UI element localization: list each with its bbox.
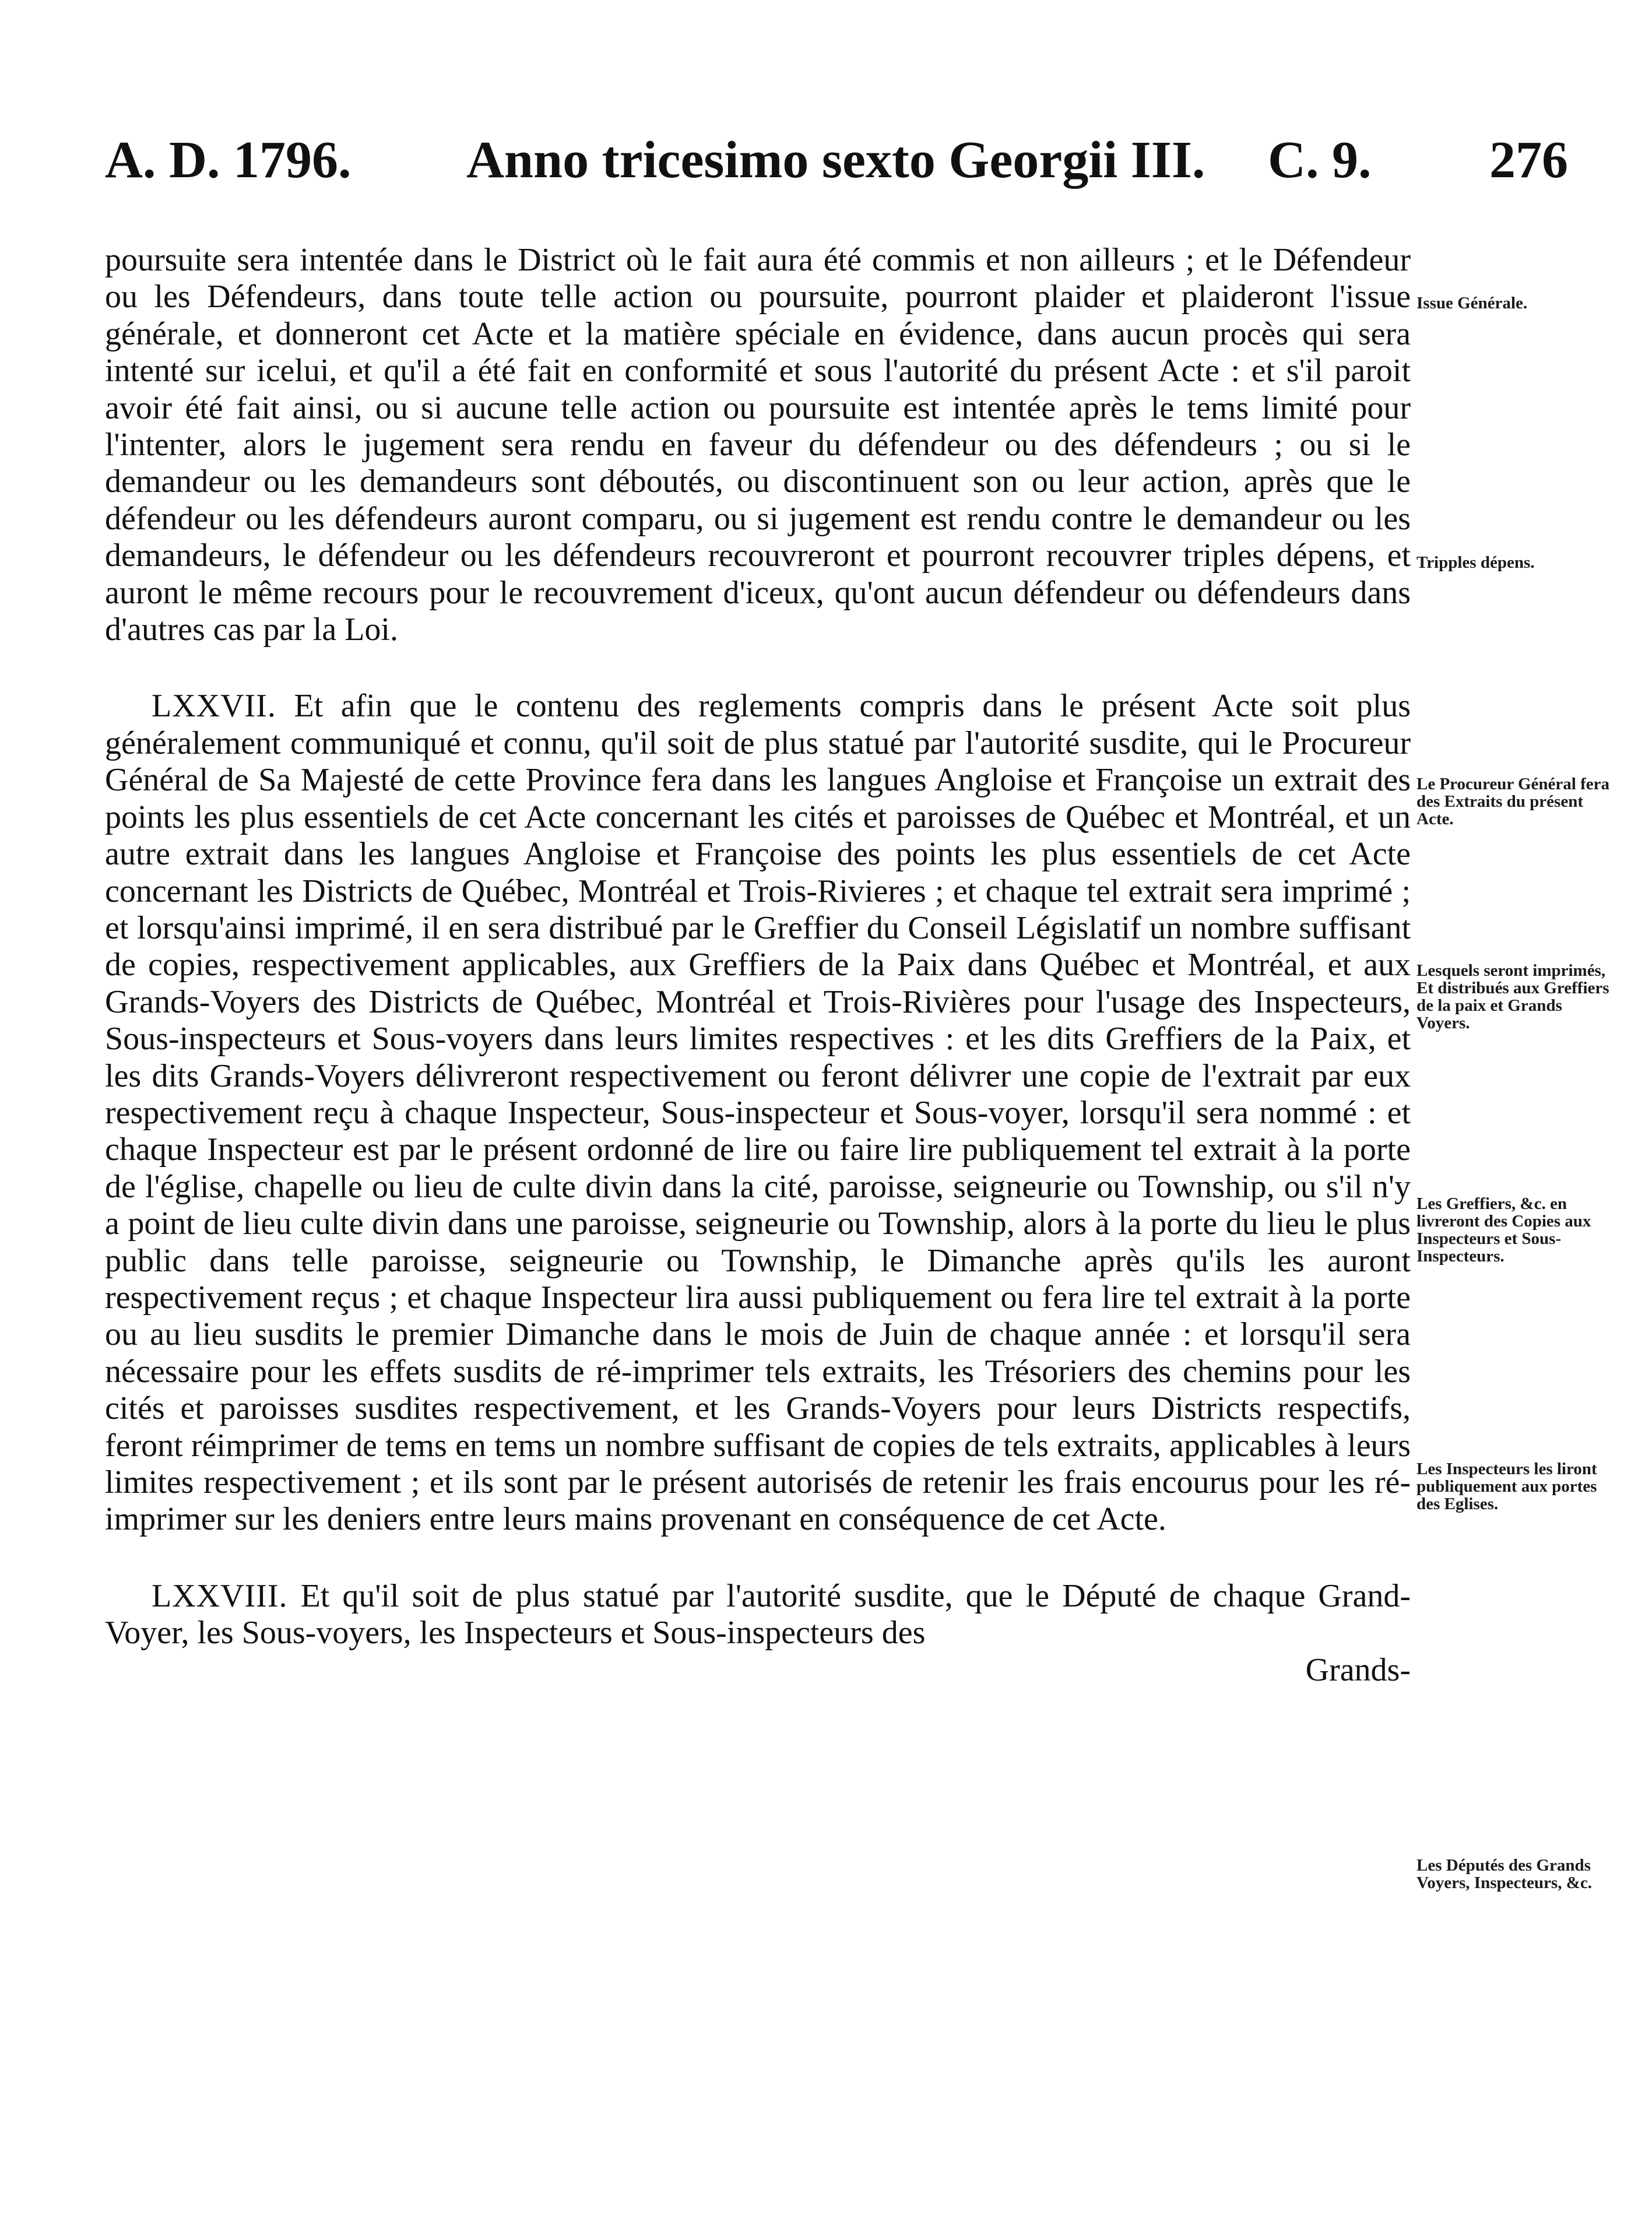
marginal-note: Les Députés des Grands Voyers, Inspecteurs, &c. [1416, 1856, 1592, 1892]
marginal-note: Les Inspecteurs les liront publiquement aux portes des Eglises. [1416, 1460, 1597, 1513]
paragraph-text: Et qu'il soit de plus statué par l'autorité susdite, que le Député de chaque Grand-Voyer, les Sous-voyers, les Inspecteurs et Sous-inspecteurs des [105, 1577, 1411, 1651]
header-chapter: C. 9. [1268, 131, 1372, 189]
paragraph-text: Et afin que le contenu des reglements compris dans le présent Acte soit plus généralement communiqué et connu, qu'il soit de plus statué par l'autorité susdite, qui le Procureur Général de Sa Majesté de cette Province fera dans les langues Angloise et Françoise un extrait des points les plus essentiels de cet Acte concernant les cités et paroisses de Québec et Montréal, et un autre extrait dans les langues Angloise et Françoise des points les plus essentiels de cet Acte concernant les Districts de Québec, Montréal et Trois-Rivieres ; et chaque tel extrait sera imprimé ; et lorsqu'ainsi imprimé, il en sera distribué par le Greffier du Conseil Législatif un nombre suffisant de copies, respectivement applicables, aux Greffiers de la Paix dans Québec et Montréal, et aux Grands-Voyers des Districts de Québec, Montréal et Trois-Rivières pour l'usage des Inspecteurs, Sous-inspecteurs et Sous-voyers dans leurs limites respectives : et les dits Greffiers de la Paix, et les dits Grands-Voyers délivreront respectivement ou feront délivrer une copie de l'extrait par eux respectivement reçu à chaque Inspecteur, Sous-inspecteur et Sous-voyer, lorsqu'il sera nommé : et chaque Inspecteur est par le présent ordonné de lire ou faire lire publiquement tel extrait à la porte de l'église, chapelle ou lieu de culte divin dans la cité, paroisse, seigneurie ou Township, ou s'il n'y a point de lieu culte divin dans une paroisse, seigneurie ou Township, alors à la porte du lieu le plus public dans telle paroisse, seigneurie ou Township, le Dimanche après qu'ils les auront respectivement reçus ; et chaque Inspecteur lira aussi publiquement ou fera lire tel extrait à la porte ou au lieu susdits le premier Dimanche dans le mois de Juin de chaque année : et lorsqu'il sera nécessaire pour les effets susdits de ré-imprimer tels extraits, les Trésoriers des chemins pour les cités et paroisses susdites respectivement, et les Grands-Voyers pour leurs Districts respectifs, feront réimprimer de tems en tems un nombre suffisant de copies de tels extraits, applicables à leurs limites respectivement ; et ils sont par le présent autorisés de retenir les frais encourus pour les ré-imprimer sur les deniers entre leurs mains provenant en conséquence de cet Acte. [105, 688, 1411, 1538]
page-number: 276 [1489, 131, 1568, 189]
section-lxxvii [105, 688, 1411, 1538]
section-lxxviii [105, 1578, 1411, 1652]
paragraph-continued [105, 242, 1411, 648]
marginal-note: Le Procureur Général fera des Extraits du présent Acte. [1416, 775, 1609, 828]
paragraph-text: poursuite sera intentée dans le District où le fait aura été commis et non ailleurs ; et le Défendeur ou les Défendeurs, dans toute telle action ou poursuite, pourront plaider et plaideront l'issue générale, et donneront cet Acte et la matière spéciale en évidence, dans aucun procès qui sera intenté sur icelui, et qu'il a été fait en conformité et sous l'autorité du présent Acte : et s'il paroit avoir été fait ainsi, ou si aucune telle action ou poursuite est intentée après le tems limité pour l'intenter, alors le jugement sera rendu en faveur du défendeur ou des défendeurs ; ou si le demandeur ou les demandeurs sont déboutés, ou discontinuent son ou leur action, après que le défendeur ou les défendeurs auront comparu, ou si jugement est rendu contre le demandeur ou les demandeurs, le défendeur ou les défendeurs recouvreront et pourront recouvrer triples dépens, et auront le même recours pour le recouvrement d'iceux, qu'ont aucun défendeur ou défendeurs dans d'autres cas par la Loi. [105, 242, 1411, 648]
marginal-note: Lesquels seront imprimés, Et distribués aux Greffiers de la paix et Grands Voyers. [1416, 961, 1609, 1032]
marginal-note: Issue Générale. [1416, 294, 1528, 312]
catchword: Grands- [1305, 1651, 1411, 1688]
marginal-note: Les Greffiers, &c. en livreront des Copies aux Inspecteurs et Sous-Inspecteurs. [1416, 1194, 1591, 1266]
marginal-note: Tripples dépens. [1416, 553, 1535, 572]
running-header [105, 125, 1568, 195]
section-number: LXXVII. [152, 688, 276, 725]
header-title: Anno tricesimo sexto Georgii III. [466, 131, 1205, 189]
header-year: A. D. 1796. [105, 131, 352, 189]
section-number: LXXVIII. [152, 1577, 288, 1614]
body-text [105, 242, 1411, 1689]
